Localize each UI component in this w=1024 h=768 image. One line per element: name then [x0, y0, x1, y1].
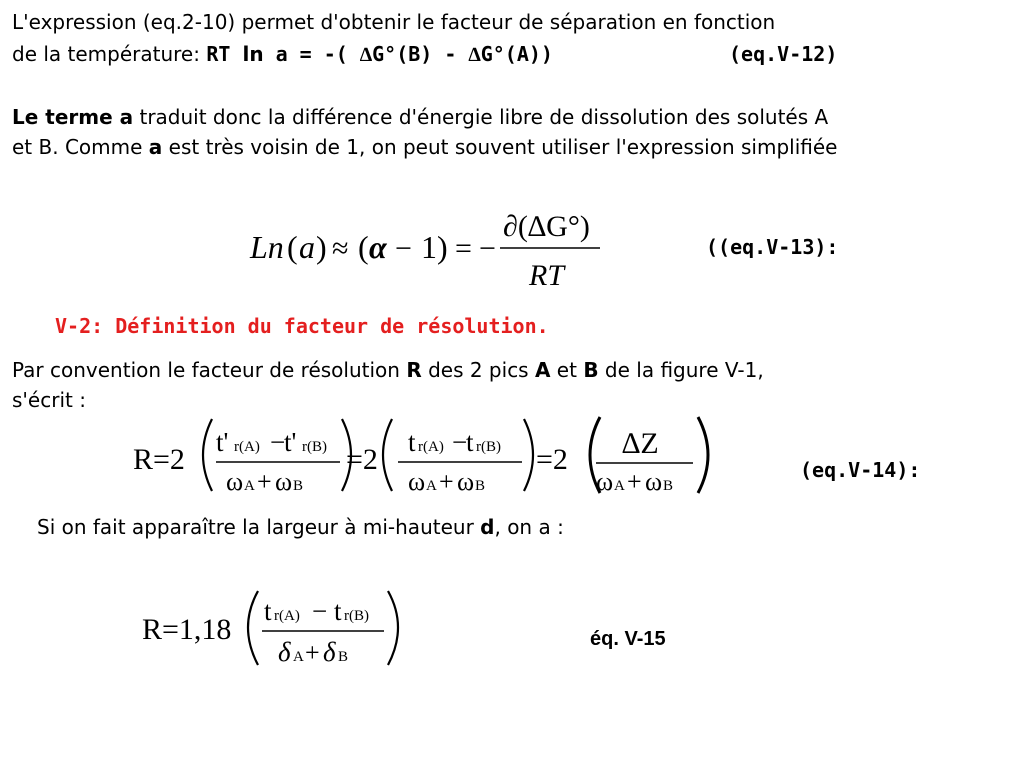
r-bold: R — [406, 358, 422, 382]
eq15-num-a-sub: r(A) — [274, 608, 300, 624]
eq13-a: a — [299, 229, 315, 265]
eq14-f2-num-b: t — [466, 427, 474, 457]
eq14-f3-den-b: ω — [645, 467, 663, 496]
eq15-den-b-sub: B — [338, 649, 349, 665]
eq15-den-plus: + — [305, 638, 320, 667]
eq14-f2-den-b-sub: B — [475, 478, 486, 494]
equation-v15 — [140, 587, 415, 672]
eq14-f1-den-a: ω — [226, 467, 244, 496]
paragraph-3-text-1: Par convention le facteur de résolution — [12, 358, 407, 382]
paragraph-3-line-2: s'écrit : — [12, 388, 86, 412]
eq14-f3-den-a-sub: A — [614, 478, 625, 494]
d-bold: d — [480, 515, 495, 539]
eq14-f2-den-a-sub: A — [426, 478, 437, 494]
a-peak-bold: A — [534, 358, 551, 382]
eq14-f2-den-plus: + — [439, 467, 454, 496]
g-b-term: G°(B) - — [372, 42, 469, 66]
eq14-f2-num-a-sub: r(A) — [418, 439, 444, 455]
paragraph-4-text-2: , on a : — [494, 515, 564, 539]
paragraph-3-text-4: de la figure V-1, — [598, 358, 764, 382]
eq13-numerator: ∂(∆G°) — [503, 210, 590, 243]
eq14-f1-num-minus: − — [270, 427, 286, 457]
eq13-ln: Ln — [250, 229, 284, 265]
eq-v12-label: (eq.V-12) — [729, 42, 838, 66]
paragraph-1-line-2 — [12, 42, 553, 67]
rt-term: RT — [206, 42, 243, 66]
eq14-f2-num-minus: − — [452, 427, 468, 457]
eq-v13-label: ((eq.V-13): — [706, 235, 839, 259]
a-bold: a — [148, 135, 163, 159]
eq15-num-b: t — [334, 596, 342, 626]
equation-v13 — [245, 200, 615, 295]
paragraph-4 — [37, 515, 564, 539]
paragraph-2-text-1: traduit donc la différence d'énergie libre de dissolution des solutés A — [133, 105, 829, 129]
eq13-paren-open: ( — [287, 229, 298, 265]
eq15-num-minus: − — [312, 596, 328, 626]
eq14-f1-den-b: ω — [275, 467, 293, 496]
eq14-f1-den-plus: + — [257, 467, 272, 496]
eq14-f3-den-a: ω — [596, 467, 614, 496]
ln-term: ln — [242, 42, 264, 66]
eq13-paren-close: ) — [316, 229, 327, 265]
paragraph-4-text-1: Si on fait apparaître la largeur à mi-hauteur — [37, 515, 481, 539]
paragraph-2-line-2 — [12, 135, 837, 159]
eq14-f3-den-b-sub: B — [663, 478, 674, 494]
eq14-f2-paren-left — [383, 419, 392, 491]
eq13-mid-minus: − — [395, 232, 412, 265]
eq13-approx: ≈ — [332, 232, 349, 265]
eq14-f1-num-a: t' — [216, 427, 229, 457]
eq15-paren-left — [248, 591, 258, 665]
eq14-r: R=2 — [133, 443, 185, 476]
eq15-num-b-sub: r(B) — [344, 608, 369, 624]
eq14-f1-num-b: t' — [284, 427, 297, 457]
paragraph-2-text-2b: est très voisin de 1, on peut souvent utiliser l'expression simplifiée — [162, 135, 838, 159]
eq14-f1-den-b-sub: B — [293, 478, 304, 494]
eq13-mid-open: ( — [358, 229, 369, 265]
eq14-f2-num-a: t — [408, 427, 416, 457]
eq14-f2-paren-right — [524, 419, 533, 491]
eq13-alpha: α — [369, 229, 387, 265]
eq14-f1-num-b-sub: r(B) — [302, 439, 327, 455]
eq14-f2-den-b: ω — [457, 467, 475, 496]
paragraph-3-text-2: des 2 pics — [421, 358, 535, 382]
paragraph-1-line-1: L'expression (eq.2-10) permet d'obtenir le facteur de séparation en fonction — [12, 10, 776, 34]
eq14-eq2: =2 — [346, 443, 378, 476]
eq14-f1-num-a-sub: r(A) — [234, 439, 260, 455]
paragraph-2-line-1 — [12, 105, 828, 129]
delta-symbol-2: ∆ — [468, 44, 481, 66]
eq15-den-b: δ — [323, 637, 336, 667]
eq15-den-a-sub: A — [293, 649, 304, 665]
eq14-f2-num-b-sub: r(B) — [476, 439, 501, 455]
eq14-f2-den-a: ω — [408, 467, 426, 496]
equation-v14 — [130, 413, 730, 498]
eq13-denominator: RT — [529, 259, 565, 292]
eq-v15-label: éq. V-15 — [590, 628, 666, 650]
delta-symbol-1: ∆ — [359, 44, 373, 66]
eq14-eq3: =2 — [536, 443, 568, 476]
paragraph-3-text-3: et — [550, 358, 584, 382]
section-heading: V-2: Définition du facteur de résolution. — [55, 314, 549, 338]
eq15-r: R=1,18 — [142, 613, 232, 646]
eq14-f3-num: ∆Z — [622, 427, 659, 460]
eq14-f3-den-plus: + — [627, 467, 642, 496]
g-a-term: G°(A)) — [480, 42, 553, 66]
eq13-one: 1 — [421, 229, 437, 265]
paragraph-3-line-1 — [12, 358, 764, 382]
eq14-f1-paren-left — [203, 419, 212, 491]
eq13-equals: = — [455, 232, 472, 265]
eq15-paren-right — [388, 591, 398, 665]
b-peak-bold: B — [583, 358, 599, 382]
eq14-f1-den-a-sub: A — [244, 478, 255, 494]
paragraph-2-text-2a: et B. Comme — [12, 135, 149, 159]
eq15-num-a: t — [264, 596, 272, 626]
eq-term: a = -( — [263, 42, 360, 66]
eq15-den-a: δ — [278, 637, 291, 667]
eq-v14-label: (eq.V-14): — [800, 458, 921, 482]
eq13-mid-close: ) — [437, 229, 448, 265]
eq14-f3-paren-right — [698, 417, 708, 493]
paragraph-1-line-2-text: de la température: — [12, 42, 207, 66]
eq13-neg: − — [479, 232, 496, 265]
term-a-bold: Le terme a — [12, 105, 134, 129]
